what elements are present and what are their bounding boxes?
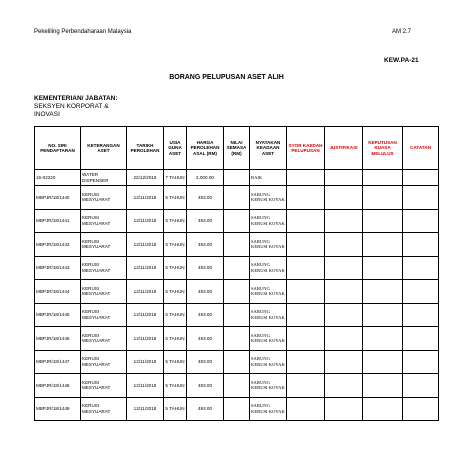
cell-original-price: 493.00 <box>187 280 224 304</box>
cell-condition: SARUNG KERUSI KOYAK <box>250 303 287 327</box>
cell-notes <box>403 303 439 327</box>
ministry-label: KEMENTERIAN/ JABATAN: <box>34 95 118 102</box>
cell-justification <box>325 256 363 280</box>
cell-notes <box>403 186 439 210</box>
table-row <box>35 280 439 304</box>
cell-disposal-method <box>287 327 325 351</box>
cell-justification <box>325 170 363 186</box>
table-row <box>35 256 439 280</box>
cell-notes <box>403 209 439 233</box>
cell-description: KERUSI MESYUARAT <box>81 327 127 351</box>
cell-serial: MBPJR/18/1449 <box>35 397 81 421</box>
table-header-row <box>35 127 439 170</box>
cell-current-value <box>224 350 250 374</box>
cell-description: KERUSI MESYUARAT <box>81 233 127 257</box>
cell-notes <box>403 397 439 421</box>
col-header-justification: JUSTIFIKASI <box>325 127 363 170</box>
cell-disposal-method <box>287 350 325 374</box>
table-row <box>35 327 439 351</box>
cell-description: KERUSI MESYUARAT <box>81 350 127 374</box>
cell-age: 5 TAHUN <box>164 280 187 304</box>
cell-condition: SARUNG KERUSI KOYAK <box>250 397 287 421</box>
cell-condition: SARUNG KERUSI KOYAK <box>250 374 287 398</box>
cell-description: KERUSI MESYUARAT <box>81 209 127 233</box>
cell-notes <box>403 327 439 351</box>
cell-condition: SARUNG KERUSI KOYAK <box>250 209 287 233</box>
cell-approval-decision <box>363 280 403 304</box>
cell-approval-decision <box>363 374 403 398</box>
cell-serial: 16-02220 <box>35 170 81 186</box>
cell-current-value <box>224 233 250 257</box>
cell-current-value <box>224 374 250 398</box>
col-header-original-price: HARGA PEROLEHAN ASAL (RM) <box>187 127 224 170</box>
cell-original-price: 493.00 <box>187 397 224 421</box>
cell-original-price: 493.00 <box>187 327 224 351</box>
table-row <box>35 170 439 186</box>
cell-age: 5 TAHUN <box>164 397 187 421</box>
cell-serial: MBPJR/18/1444 <box>35 280 81 304</box>
col-header-disposal-method: SYOR KAEDAH PELUPUSAN <box>287 127 325 170</box>
circular-header: Pekeliling Perbendaharaan Malaysia <box>34 29 132 35</box>
cell-approval-decision <box>363 327 403 351</box>
cell-serial: MBPJR/18/1448 <box>35 374 81 398</box>
cell-serial: MBPJR/18/1447 <box>35 350 81 374</box>
cell-notes <box>403 280 439 304</box>
cell-condition: SARUNG KERUSI KOYAK <box>250 233 287 257</box>
cell-current-value <box>224 327 250 351</box>
col-header-current-value: NILAI SEMASA (RM) <box>224 127 250 170</box>
cell-current-value <box>224 256 250 280</box>
cell-approval-decision <box>363 186 403 210</box>
cell-age: 5 TAHUN <box>164 327 187 351</box>
cell-disposal-method <box>287 397 325 421</box>
cell-description: KERUSI MESYUARAT <box>81 186 127 210</box>
cell-acquisition-date: 22/12/2016 <box>127 170 164 186</box>
cell-acquisition-date: 12/11/2018 <box>127 233 164 257</box>
cell-description: KERUSI MESYUARAT <box>81 256 127 280</box>
cell-serial: MBPJR/18/1445 <box>35 303 81 327</box>
cell-description: KERUSI MESYUARAT <box>81 397 127 421</box>
cell-notes <box>403 170 439 186</box>
cell-age: 5 TAHUN <box>164 303 187 327</box>
cell-current-value <box>224 280 250 304</box>
cell-approval-decision <box>363 209 403 233</box>
form-code: KEW.PA-21 <box>384 57 419 64</box>
cell-justification <box>325 209 363 233</box>
cell-acquisition-date: 12/11/2018 <box>127 374 164 398</box>
cell-current-value <box>224 209 250 233</box>
cell-condition: SARUNG KERUSI KOYAK <box>250 186 287 210</box>
cell-approval-decision <box>363 170 403 186</box>
cell-age: 5 TAHUN <box>164 233 187 257</box>
table-row <box>35 350 439 374</box>
cell-description: WATER DISPENSER <box>81 170 127 186</box>
cell-acquisition-date: 12/11/2018 <box>127 256 164 280</box>
table-row <box>35 233 439 257</box>
cell-serial: MBPJR/18/1446 <box>35 327 81 351</box>
cell-disposal-method <box>287 209 325 233</box>
cell-condition: SARUNG KERUSI KOYAK <box>250 327 287 351</box>
cell-age: 5 TAHUN <box>164 256 187 280</box>
cell-notes <box>403 374 439 398</box>
cell-original-price: 493.00 <box>187 256 224 280</box>
cell-original-price: 493.00 <box>187 303 224 327</box>
table-row <box>35 209 439 233</box>
cell-approval-decision <box>363 233 403 257</box>
cell-justification <box>325 303 363 327</box>
cell-original-price: 493.00 <box>187 350 224 374</box>
col-header-notes: CATATAN <box>403 127 439 170</box>
cell-acquisition-date: 12/11/2018 <box>127 209 164 233</box>
cell-serial: MBPJR/18/1440 <box>35 186 81 210</box>
cell-acquisition-date: 12/11/2018 <box>127 303 164 327</box>
cell-condition: SARUNG KERUSI KOYAK <box>250 280 287 304</box>
cell-justification <box>325 233 363 257</box>
cell-justification <box>325 280 363 304</box>
cell-condition: SARUNG KERUSI KOYAK <box>250 256 287 280</box>
cell-justification <box>325 186 363 210</box>
cell-approval-decision <box>363 303 403 327</box>
cell-description: KERUSI MESYUARAT <box>81 374 127 398</box>
cell-serial: MBPJR/18/1442 <box>35 233 81 257</box>
cell-age: 5 TAHUN <box>164 350 187 374</box>
cell-acquisition-date: 12/11/2018 <box>127 186 164 210</box>
cell-justification <box>325 327 363 351</box>
cell-disposal-method <box>287 256 325 280</box>
cell-disposal-method <box>287 233 325 257</box>
ministry-value: SEKSYEN KORPORAT & INOVASI <box>34 103 109 118</box>
col-header-condition: NYATAKAN KEADAAN ASET <box>250 127 287 170</box>
cell-condition: BAIK <box>250 170 287 186</box>
cell-original-price: 2,000.00 <box>187 170 224 186</box>
cell-description: KERUSI MESYUARAT <box>81 280 127 304</box>
cell-approval-decision <box>363 350 403 374</box>
cell-acquisition-date: 12/11/2018 <box>127 350 164 374</box>
cell-disposal-method <box>287 280 325 304</box>
cell-age: 5 TAHUN <box>164 374 187 398</box>
disposal-table <box>34 126 439 421</box>
cell-current-value <box>224 186 250 210</box>
cell-original-price: 493.00 <box>187 209 224 233</box>
cell-justification <box>325 397 363 421</box>
cell-current-value <box>224 303 250 327</box>
cell-serial: MBPJR/18/1443 <box>35 256 81 280</box>
cell-age: 7 TAHUN <box>164 170 187 186</box>
cell-notes <box>403 256 439 280</box>
col-header-acquisition-date: TARIKH PEROLEHAN <box>127 127 164 170</box>
col-header-approval-decision: KEPUTUSAN KUASA MELULUS <box>363 127 403 170</box>
cell-notes <box>403 350 439 374</box>
section-code: AM 2.7 <box>392 29 412 35</box>
col-header-age: USIA GUNA ASET <box>164 127 187 170</box>
table-row <box>35 303 439 327</box>
cell-current-value <box>224 397 250 421</box>
table-row <box>35 374 439 398</box>
cell-age: 5 TAHUN <box>164 209 187 233</box>
cell-original-price: 493.00 <box>187 186 224 210</box>
cell-condition: SARUNG KERUSI KOYAK <box>250 350 287 374</box>
cell-serial: MBPJR/18/1441 <box>35 209 81 233</box>
cell-approval-decision <box>363 397 403 421</box>
col-header-description: KETERANGAN ASET <box>81 127 127 170</box>
table-row <box>35 186 439 210</box>
table-row <box>35 397 439 421</box>
cell-notes <box>403 233 439 257</box>
cell-description: KERUSI MESYUARAT <box>81 303 127 327</box>
page-title: BORANG PELUPUSAN ASET ALIH <box>169 74 284 81</box>
cell-disposal-method <box>287 186 325 210</box>
cell-disposal-method <box>287 303 325 327</box>
cell-disposal-method <box>287 170 325 186</box>
cell-original-price: 493.00 <box>187 233 224 257</box>
col-header-serial: NO. SIRI PENDAFTARAN <box>35 127 81 170</box>
cell-justification <box>325 350 363 374</box>
cell-approval-decision <box>363 256 403 280</box>
cell-original-price: 493.00 <box>187 374 224 398</box>
cell-acquisition-date: 12/11/2018 <box>127 327 164 351</box>
cell-acquisition-date: 12/11/2018 <box>127 280 164 304</box>
cell-justification <box>325 374 363 398</box>
cell-disposal-method <box>287 374 325 398</box>
cell-age: 5 TAHUN <box>164 186 187 210</box>
cell-current-value <box>224 170 250 186</box>
cell-acquisition-date: 12/11/2018 <box>127 397 164 421</box>
